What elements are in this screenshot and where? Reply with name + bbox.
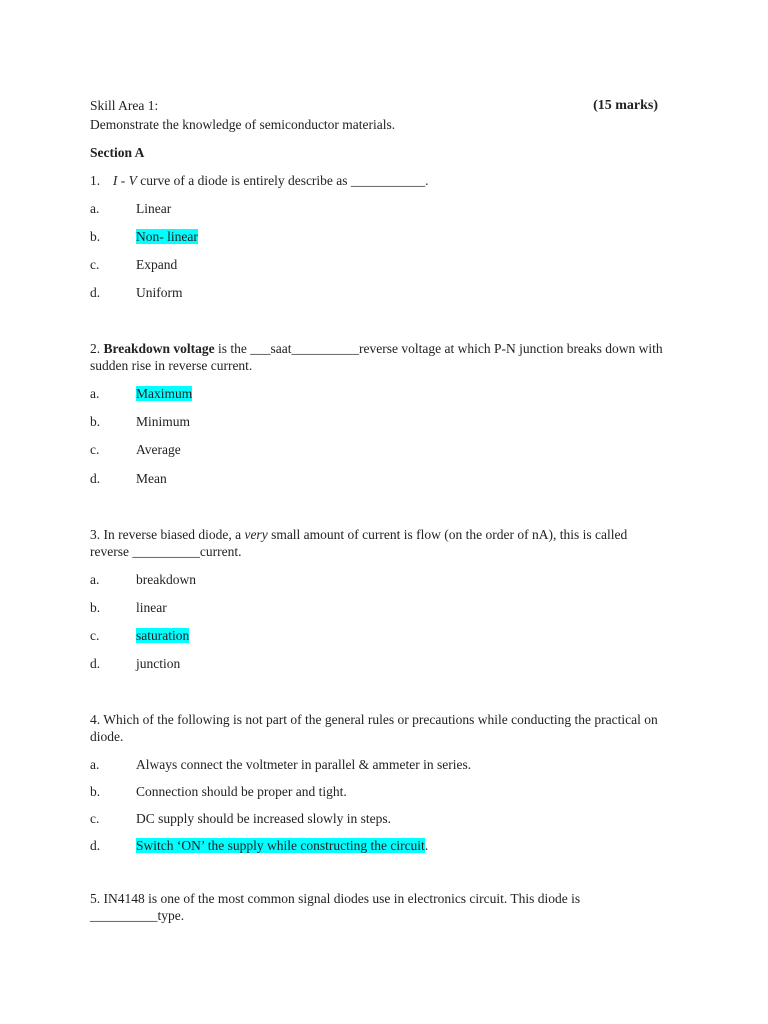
question-1-number: 1. xyxy=(90,173,101,188)
q1-option-b-text: Non- linear xyxy=(136,229,198,244)
q2-option-a-text: Maximum xyxy=(136,386,193,401)
question-4-line-2: diode. xyxy=(90,729,124,744)
q1-option-d-letter: d. xyxy=(90,285,101,300)
q2-option-c-text: Average xyxy=(136,442,181,457)
q3-option-d-letter: d. xyxy=(90,656,101,671)
question-5-line-2: __________type. xyxy=(90,908,185,923)
question-2-line-1 xyxy=(90,340,663,357)
question-1-text: curve of a diode is entirely describe as ___________. xyxy=(136,173,429,188)
question-4-line-1: 4. Which of the following is not part of the general rules or precautions while conducting the practical on xyxy=(90,712,658,727)
q4-option-a-text: Always connect the voltmeter in parallel & ammeter in series. xyxy=(136,757,472,772)
question-3-pre: 3. In reverse biased diode, a xyxy=(90,527,245,542)
q4-option-d xyxy=(136,837,428,854)
q1-option-d-text: Uniform xyxy=(136,285,183,300)
marks-label: (15 marks) xyxy=(593,98,658,113)
q4-option-d-letter: d. xyxy=(90,838,101,853)
question-3-post: small amount of current is flow (on the order of nA), this is called xyxy=(267,527,628,542)
question-2-term: Breakdown voltage xyxy=(103,341,215,356)
q3-option-a-text: breakdown xyxy=(136,572,196,587)
section-title: Section A xyxy=(90,145,145,160)
q1-option-c-text: Expand xyxy=(136,257,178,272)
q4-option-a-letter: a. xyxy=(90,757,100,772)
q1-option-b-letter: b. xyxy=(90,229,101,244)
q3-option-b-text: linear xyxy=(136,600,167,615)
q2-option-c-letter: c. xyxy=(90,442,100,457)
q4-option-b-letter: b. xyxy=(90,784,101,799)
q4-option-d-text: Switch ‘ON’ the supply while constructing the circuit xyxy=(136,838,425,853)
q3-option-c-letter: c. xyxy=(90,628,100,643)
q4-option-b-text: Connection should be proper and tight. xyxy=(136,784,347,799)
q2-option-a-letter: a. xyxy=(90,386,100,401)
q2-option-d-letter: d. xyxy=(90,471,101,486)
q3-option-d-text: junction xyxy=(136,656,181,671)
q4-option-c-letter: c. xyxy=(90,811,100,826)
question-5-line-1: 5. IN4148 is one of the most common signal diodes use in electronics circuit. This diode is xyxy=(90,891,581,906)
q2-option-b-letter: b. xyxy=(90,414,101,429)
q4-option-c-text: DC supply should be increased slowly in steps. xyxy=(136,811,391,826)
question-3-line-1 xyxy=(90,526,627,543)
q4-option-d-suffix: . xyxy=(424,838,429,853)
question-2-line-2: sudden rise in reverse current. xyxy=(90,358,253,373)
question-2-number: 2. xyxy=(90,341,101,356)
q3-option-b-letter: b. xyxy=(90,600,101,615)
question-1 xyxy=(90,172,429,189)
question-2-text: is the ___saat__________reverse voltage at which P-N junction breaks down with xyxy=(214,341,663,356)
q1-option-c-letter: c. xyxy=(90,257,100,272)
q2-option-d-text: Mean xyxy=(136,471,167,486)
skill-area-description: Demonstrate the knowledge of semiconductor materials. xyxy=(90,117,396,132)
question-3-italic: very xyxy=(244,527,268,542)
question-3-line-2: reverse __________current. xyxy=(90,544,242,559)
q1-option-a-text: Linear xyxy=(136,201,172,216)
q2-option-b-text: Minimum xyxy=(136,414,191,429)
q1-option-a-letter: a. xyxy=(90,201,100,216)
q3-option-a-letter: a. xyxy=(90,572,100,587)
skill-area-label: Skill Area 1: xyxy=(90,98,159,113)
q3-option-c-text: saturation xyxy=(136,628,190,643)
question-1-iv: I - V xyxy=(112,173,137,188)
